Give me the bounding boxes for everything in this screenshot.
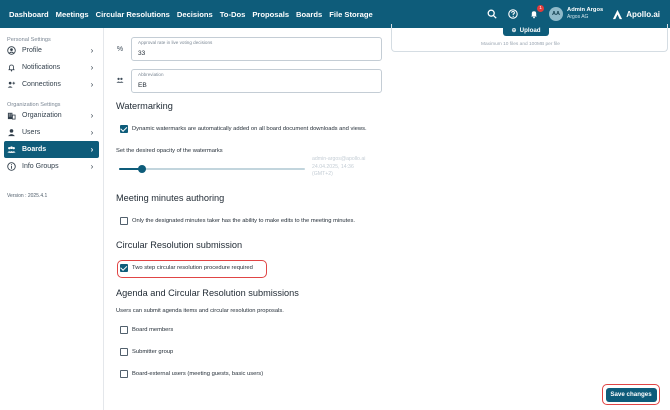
opacity-label: Set the desired opacity of the watermarks xyxy=(116,148,223,154)
sidebar-item-connections[interactable] xyxy=(4,76,99,93)
watermark-preview xyxy=(312,156,384,179)
sidebar-item-label: Profile xyxy=(22,47,42,54)
chevron-right-icon: › xyxy=(90,80,94,89)
agenda-description: Users can submit agenda items and circular resolution proposals. xyxy=(116,308,284,314)
chevron-right-icon: › xyxy=(90,128,94,137)
search-icon[interactable] xyxy=(486,8,498,20)
abbreviation-value: EB xyxy=(138,82,147,89)
nav-file-storage[interactable]: File Storage xyxy=(329,9,373,19)
sidebar-item-users[interactable] xyxy=(4,124,99,141)
nav-meetings[interactable]: Meetings xyxy=(55,9,89,19)
upload-icon: ⊕ xyxy=(511,26,517,34)
boards-icon xyxy=(7,145,16,154)
profile-icon xyxy=(7,46,16,55)
submitter-group-option[interactable] xyxy=(120,348,173,356)
user-menu[interactable] xyxy=(549,7,603,21)
meeting-minutes-heading: Meeting minutes authoring xyxy=(116,193,225,203)
sidebar-item-label: Info Groups xyxy=(22,163,59,170)
board-settings-content xyxy=(105,28,670,410)
minutes-taker-checkbox[interactable] xyxy=(120,217,128,225)
minutes-taker-label: Only the designated minutes taker has the ability to make edits to the meeting minutes. xyxy=(132,218,355,224)
building-icon xyxy=(7,111,16,120)
user-organization: Argos AG xyxy=(567,14,589,20)
agenda-submissions-heading: Agenda and Circular Resolution submissions xyxy=(116,288,299,298)
abbreviation-field xyxy=(115,69,382,93)
personal-settings-heading: Personal Settings xyxy=(7,37,51,43)
sidebar-item-organization[interactable] xyxy=(4,107,99,124)
chevron-right-icon: › xyxy=(90,111,94,120)
nav-decisions[interactable]: Decisions xyxy=(176,9,213,19)
circular-resolution-heading: Circular Resolution submission xyxy=(116,240,243,250)
upload-hint: Maximum 10 files and 100MB per file xyxy=(481,42,560,47)
sidebar-item-label: Users xyxy=(22,129,41,136)
submitter-group-checkbox[interactable] xyxy=(120,348,128,356)
approval-rate-label: Approval rate in live voting decisions xyxy=(138,40,213,45)
sidebar-item-label: Organization xyxy=(22,112,62,119)
watermark-preview-line: 24.04.2025, 14:36 xyxy=(312,163,354,170)
opacity-slider-track[interactable] xyxy=(119,168,305,170)
user-name: Admin Argos xyxy=(567,7,604,13)
user-info xyxy=(567,7,603,21)
approval-rate-input[interactable] xyxy=(131,37,382,61)
sidebar-item-label: Boards xyxy=(22,146,47,153)
percent-icon: % xyxy=(116,45,124,53)
settings-sidebar xyxy=(0,28,104,410)
chevron-right-icon: › xyxy=(90,63,94,72)
version-label: Version : 2025.4.1 xyxy=(7,193,48,199)
nav-todos[interactable]: To-Dos xyxy=(219,9,246,19)
chevron-right-icon: › xyxy=(90,145,94,154)
main-nav xyxy=(0,10,373,19)
notification-count-badge: 1 xyxy=(537,5,544,12)
notifications-bell-icon[interactable] xyxy=(528,8,540,20)
abbreviation-label: Abbreviation xyxy=(138,72,164,77)
chevron-right-icon: › xyxy=(90,46,94,55)
board-members-option[interactable] xyxy=(120,326,173,334)
organization-settings-heading: Organization Settings xyxy=(7,102,61,108)
nav-dashboard[interactable]: Dashboard xyxy=(9,9,49,19)
info-icon xyxy=(7,162,16,171)
sidebar-item-label: Connections xyxy=(22,81,61,88)
sidebar-item-boards[interactable] xyxy=(4,141,99,158)
connections-icon xyxy=(7,80,16,89)
upload-button-label: Upload xyxy=(519,26,541,34)
abbreviation-input[interactable] xyxy=(131,69,382,93)
sidebar-item-profile[interactable] xyxy=(4,42,99,59)
minutes-taker-option[interactable] xyxy=(120,217,355,225)
board-members-label: Board members xyxy=(132,327,174,333)
two-step-procedure-option[interactable] xyxy=(120,264,253,272)
board-external-users-checkbox[interactable] xyxy=(120,370,128,378)
nav-circular-resolutions[interactable]: Circular Resolutions xyxy=(95,9,170,19)
approval-rate-field xyxy=(115,37,382,61)
nav-proposals[interactable]: Proposals xyxy=(252,9,290,19)
apollo-logo-icon xyxy=(612,9,623,20)
bell-icon xyxy=(7,63,16,72)
nav-boards[interactable]: Boards xyxy=(296,9,323,19)
watermarking-heading: Watermarking xyxy=(116,101,173,111)
brand-logo[interactable] xyxy=(612,9,660,20)
save-highlight-outline xyxy=(602,384,660,405)
board-members-checkbox[interactable] xyxy=(120,326,128,334)
sidebar-item-label: Notifications xyxy=(22,64,61,71)
help-icon[interactable] xyxy=(507,8,519,20)
dynamic-watermark-label: Dynamic watermarks are automatically added on all board document downloads and views. xyxy=(132,126,367,132)
chevron-right-icon: › xyxy=(90,162,94,171)
sidebar-item-info-groups[interactable] xyxy=(4,158,99,175)
two-step-procedure-checkbox[interactable] xyxy=(120,264,128,272)
opacity-slider-handle[interactable] xyxy=(138,165,146,173)
board-external-users-option[interactable] xyxy=(120,370,263,378)
watermark-preview-line: (GMT+2) xyxy=(312,171,333,177)
approval-rate-value: 33 xyxy=(138,50,146,57)
avatar: AA xyxy=(549,7,563,21)
dynamic-watermark-option[interactable] xyxy=(120,125,367,133)
watermark-preview-line: admin-argos@apollo.ai xyxy=(312,156,366,162)
dynamic-watermark-checkbox[interactable] xyxy=(120,125,128,133)
board-external-users-label: Board-external users (meeting guests, basic users) xyxy=(132,371,264,377)
sidebar-item-notifications[interactable] xyxy=(4,59,99,76)
save-changes-button[interactable]: Save changes xyxy=(606,388,657,402)
group-icon xyxy=(115,76,125,86)
brand-name: Apollo.ai xyxy=(626,9,660,19)
submitter-group-label: Submitter group xyxy=(132,349,174,355)
upload-button[interactable] xyxy=(503,24,549,36)
user-icon xyxy=(7,128,16,137)
two-step-procedure-label: Two step circular resolution procedure required xyxy=(132,265,253,271)
